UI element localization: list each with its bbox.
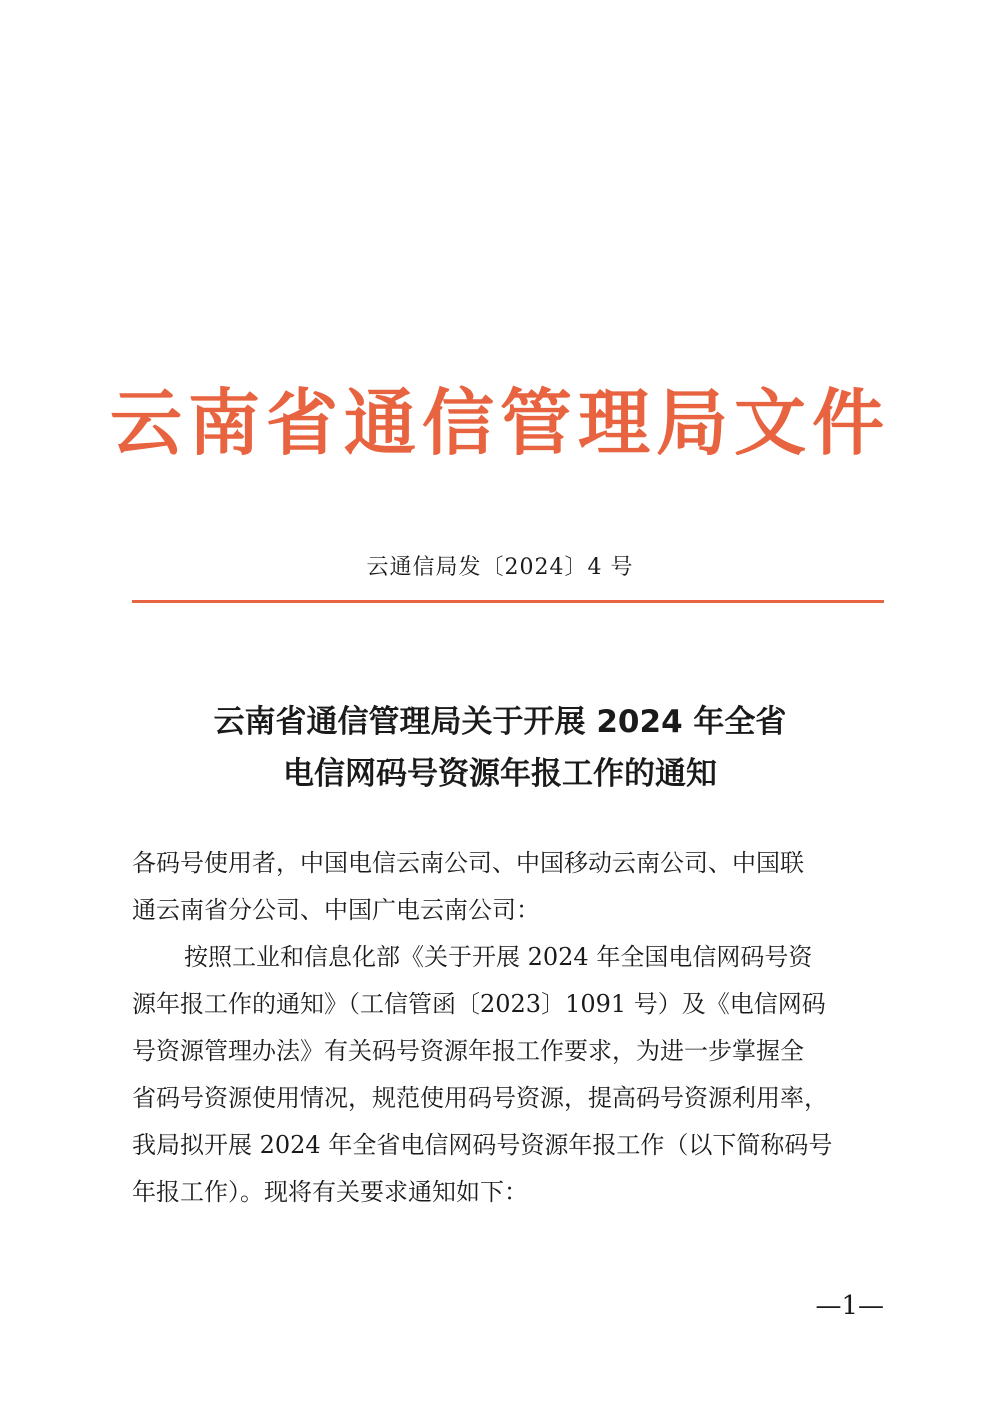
paragraph-line-5: 我局拟开展 2024 年全省电信网码号资源年报工作（以下简称码号 [132, 1131, 833, 1159]
page-number: —1— [815, 1291, 884, 1321]
salutation-line-1: 各码号使用者，中国电信云南公司、中国移动云南公司、中国联 [132, 849, 804, 877]
salutation-line-2: 通云南省分公司、中国广电云南公司： [132, 896, 540, 924]
paragraph-line-6: 年报工作）。现将有关要求通知如下： [132, 1178, 528, 1206]
notice-title-line-1: 云南省通信管理局关于开展 2024 年全省 [213, 704, 787, 740]
masthead-title: 云南省通信管理局文件 [109, 381, 890, 465]
paragraph-line-2: 源年报工作的通知》（工信管函〔2023〕1091 号）及《电信网码 [132, 990, 826, 1018]
notice-body [132, 840, 884, 1216]
red-divider-line [132, 600, 884, 603]
document-number: 云通信局发〔2024〕4 号 [366, 555, 634, 580]
paragraph-line-1: 按照工业和信息化部《关于开展 2024 年全国电信网码号资 [184, 943, 813, 971]
notice-title-line-2: 电信网码号资源年报工作的通知 [283, 756, 717, 792]
paragraph-line-3: 号资源管理办法》有关码号资源年报工作要求，为进一步掌握全 [132, 1037, 804, 1065]
notice-title [0, 696, 1000, 800]
paragraph-line-4: 省码号资源使用情况，规范使用码号资源，提高码号资源利用率， [132, 1084, 828, 1112]
